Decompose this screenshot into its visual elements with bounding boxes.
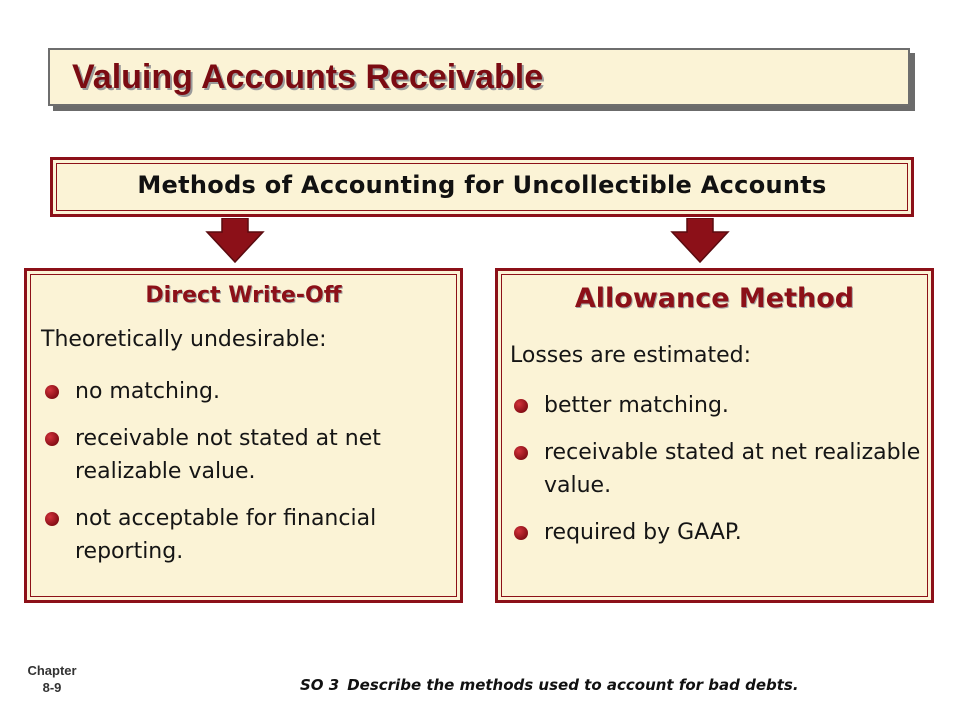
study-objective xyxy=(300,676,799,694)
methods-heading: Methods of Accounting for Uncollectible Accounts xyxy=(137,171,827,199)
bullet-icon xyxy=(45,385,59,399)
panel-heading: Allowance Method xyxy=(574,283,855,314)
list-item xyxy=(510,436,922,502)
study-objective-text: Describe the methods used to account for bad debts. xyxy=(347,676,799,694)
list-item-text: required by GAAP. xyxy=(544,520,742,545)
list-item-text: better matching. xyxy=(544,393,729,418)
bullet-icon xyxy=(45,512,59,526)
arrow-down-icon xyxy=(205,218,265,264)
bullet-icon xyxy=(45,432,59,446)
list-item-text: receivable not stated at net realizable value. xyxy=(75,426,381,484)
list-item xyxy=(41,375,441,408)
title-banner xyxy=(48,48,910,106)
allowance-method-panel xyxy=(495,268,934,603)
chapter-word: Chapter xyxy=(27,663,77,678)
bullet-icon xyxy=(514,446,528,460)
bullet-list xyxy=(510,389,922,563)
list-item-text: not acceptable for financial reporting. xyxy=(75,506,377,564)
bullet-icon xyxy=(514,399,528,413)
list-item xyxy=(41,502,441,568)
list-item-text: receivable stated at net realizable value. xyxy=(544,440,921,498)
slide-title: Valuing Accounts Receivable xyxy=(72,58,544,96)
arrow-down-icon xyxy=(670,218,730,264)
methods-banner xyxy=(50,157,914,217)
chapter-label xyxy=(24,662,80,696)
bullet-icon xyxy=(514,526,528,540)
list-item xyxy=(41,422,441,488)
chapter-number: 8-9 xyxy=(42,680,62,695)
list-item xyxy=(510,389,922,422)
bullet-list xyxy=(41,375,441,582)
panel-heading: Direct Write-Off xyxy=(145,283,342,308)
list-item xyxy=(510,516,922,549)
panel-subheading: Losses are estimated: xyxy=(510,343,752,368)
study-objective-label: SO 3 xyxy=(300,676,340,694)
list-item-text: no matching. xyxy=(75,379,220,404)
panel-subheading: Theoretically undesirable: xyxy=(41,327,327,352)
direct-write-off-panel xyxy=(24,268,463,603)
